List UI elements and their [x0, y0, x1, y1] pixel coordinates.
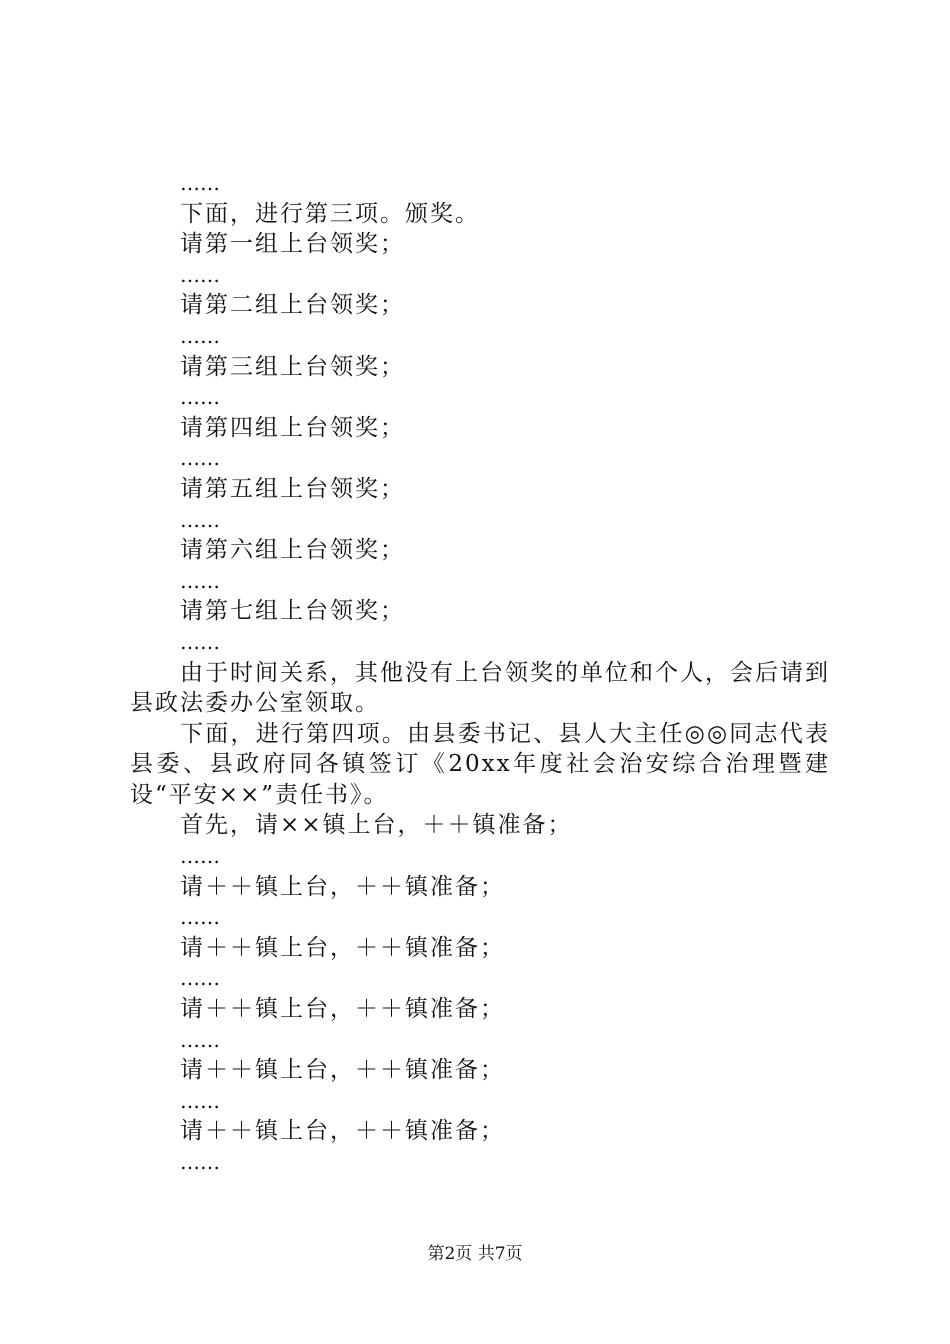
text-line: 下面，进行第三项。颁奖。	[180, 200, 480, 227]
text-line: 请第七组上台领奖；	[180, 598, 405, 625]
text-line: 请第六组上台领奖；	[180, 537, 405, 564]
text-line: 请＋＋镇上台，＋＋镇准备；	[180, 873, 505, 900]
text-line: 请第一组上台领奖；	[180, 231, 405, 258]
text-line: 请＋＋镇上台，＋＋镇准备；	[180, 1118, 505, 1145]
page-number-footer: 第2页 共7页	[427, 1244, 523, 1264]
text-line: 请第三组上台领奖；	[180, 353, 405, 380]
text-line: 请＋＋镇上台，＋＋镇准备；	[180, 996, 505, 1023]
ellipsis-line: ……	[180, 262, 220, 287]
text-line: 请＋＋镇上台，＋＋镇准备；	[180, 1057, 505, 1084]
ellipsis-line: ……	[180, 323, 220, 348]
ellipsis-line: ……	[180, 568, 220, 593]
ellipsis-line: ……	[180, 1027, 220, 1052]
text-line: 请第二组上台领奖；	[180, 292, 405, 319]
text-line: 首先，请××镇上台，＋＋镇准备；	[180, 812, 573, 839]
document-body	[130, 168, 830, 1178]
ellipsis-line: ……	[180, 507, 220, 532]
text-line: 请＋＋镇上台，＋＋镇准备；	[180, 934, 505, 961]
ellipsis-line: ……	[180, 966, 220, 991]
ellipsis-line: ……	[180, 1088, 220, 1113]
ellipsis-line: ……	[180, 1150, 220, 1174]
paragraph: 由于时间关系，其他没有上台领奖的单位和个人，会后请到县政法委办公室领取。	[130, 659, 830, 717]
paragraph: 下面，进行第四项。由县委书记、县人大主任◎◎同志代表县委、县政府同各镇签订《20xx年度社会治安综合治理暨建设“平安××”责任书》。	[130, 720, 830, 808]
text-line: 请第四组上台领奖；	[180, 414, 405, 441]
text-line: 请第五组上台领奖；	[180, 475, 405, 502]
ellipsis-line: ……	[180, 905, 220, 930]
ellipsis-line: ……	[180, 171, 220, 195]
ellipsis-line: ……	[180, 629, 220, 654]
ellipsis-line: ……	[180, 385, 220, 410]
ellipsis-line: ……	[180, 844, 220, 869]
ellipsis-line: ……	[180, 446, 220, 471]
